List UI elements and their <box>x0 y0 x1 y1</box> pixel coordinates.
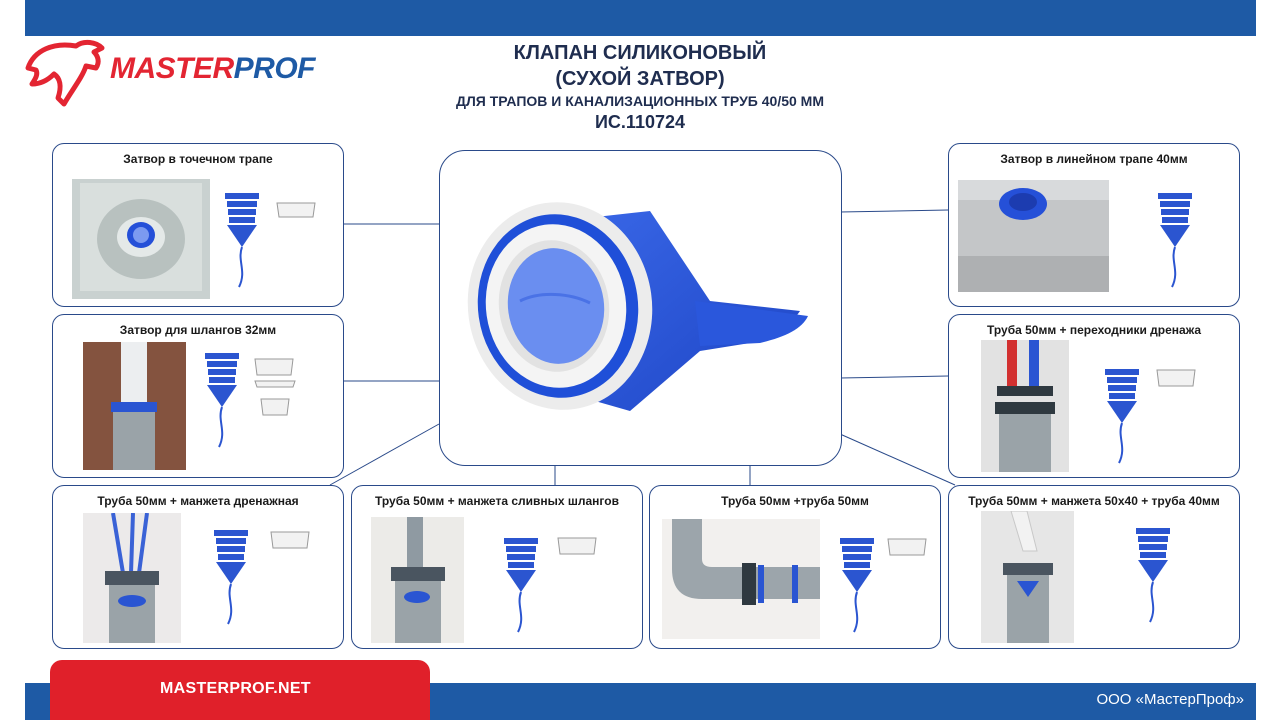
silicone-valve-illustration <box>440 151 841 465</box>
valve-icon <box>500 536 544 636</box>
card-drain-hoses <box>351 485 643 649</box>
product-code: ИС.110724 <box>594 112 685 132</box>
card-caption: Затвор для шлангов 32мм <box>119 323 277 337</box>
website-link[interactable]: MASTERPROF.NET <box>160 680 311 697</box>
title-line3: ДЛЯ ТРАПОВ И КАНАЛИЗАЦИОННЫХ ТРУБ 40/50 ММ <box>456 93 824 109</box>
linear-drain-photo <box>958 180 1109 292</box>
adapter-ring-icon <box>275 199 319 221</box>
drain-cuff-photo <box>83 513 181 643</box>
valve-icon <box>201 351 245 451</box>
company-name: ООО «МастерПроф» <box>1096 691 1244 708</box>
card-adapters <box>948 314 1240 478</box>
valve-icon <box>221 191 265 291</box>
card-caption: Труба 50мм + манжета дренажная <box>97 494 299 508</box>
adapters-photo <box>981 340 1069 472</box>
cuff-50x40-photo <box>981 511 1074 643</box>
logo-wordmark: MASTERPROF <box>110 52 316 85</box>
card-caption: Труба 50мм + манжета сливных шлангов <box>375 494 619 508</box>
title-line2: (СУХОЙ ЗАТВОР) <box>555 68 725 90</box>
valve-icon <box>210 528 254 628</box>
card-caption: Труба 50мм + манжета 50х40 + труба 40мм <box>968 494 1220 508</box>
card-pipe50 <box>649 485 941 649</box>
card-caption: Труба 50мм +труба 50мм <box>721 494 869 508</box>
card-caption: Затвор в точечном трапе <box>123 152 273 166</box>
card-drain-cuff <box>52 485 344 649</box>
card-hose <box>52 314 344 478</box>
point-drain-photo <box>72 179 210 299</box>
card-caption: Затвор в линейном трапе 40мм <box>1000 152 1188 166</box>
valve-icon <box>1154 191 1198 291</box>
drain-hoses-photo <box>371 517 464 643</box>
title-line1: КЛАПАН СИЛИКОНОВЫЙ <box>513 42 767 64</box>
main-product-image <box>439 150 842 466</box>
adapter-ring-icon <box>556 536 600 558</box>
adapter-ring-icon <box>1155 368 1199 390</box>
card-cuff-50x40 <box>948 485 1240 649</box>
valve-icon <box>1101 367 1145 467</box>
adapter-set-icon <box>253 357 297 419</box>
card-point-drain <box>52 143 344 307</box>
adapter-ring-icon <box>269 530 313 552</box>
valve-icon <box>836 536 880 636</box>
card-caption: Труба 50мм + переходники дренажа <box>986 323 1202 337</box>
card-linear-drain <box>948 143 1240 307</box>
valve-icon <box>1132 526 1176 626</box>
pipe50-photo <box>662 519 820 639</box>
hose-photo <box>83 342 186 470</box>
adapter-ring-icon <box>886 537 930 559</box>
